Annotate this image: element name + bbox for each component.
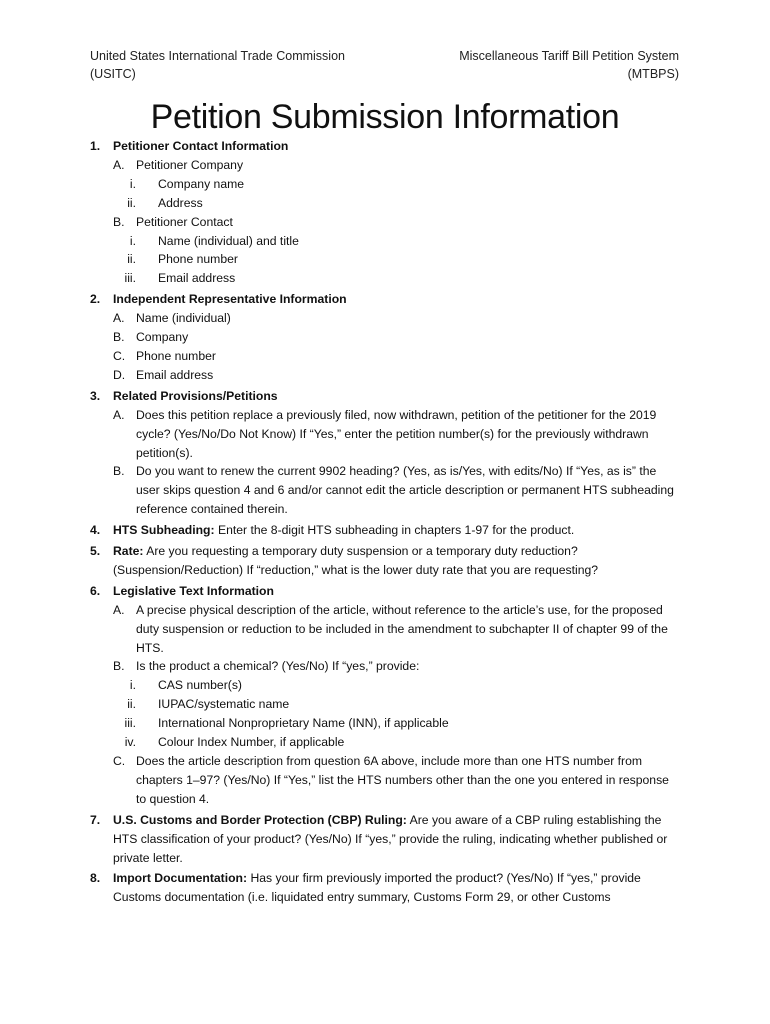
- sub-item: [90, 657, 680, 676]
- item-heading: Petitioner Contact Information: [113, 139, 289, 153]
- sub-item: [90, 328, 680, 347]
- list-marker: A.: [113, 157, 125, 172]
- item-text: Colour Index Number, if applicable: [158, 735, 345, 750]
- item-heading: Rate:: [113, 544, 144, 559]
- list-marker: B.: [113, 214, 125, 229]
- sub-sub-item: [90, 250, 680, 269]
- item-text: A precise physical description of the article, without reference to the article’s use, for the proposed duty suspension or reduction to be included in the amendment to subchapter II of chapter 99 of the HTS.: [136, 602, 668, 655]
- item-text: Phone number: [158, 252, 238, 267]
- item-text: International Nonproprietary Name (INN), if applicable: [158, 716, 449, 731]
- item-heading: Import Documentation:: [113, 871, 248, 886]
- item-text: Does this petition replace a previously filed, now withdrawn, petition of the petitioner for the 2019 cycle? (Yes/No/Do Not Know) If “Yes,” enter the petition number(s) for the previously withdrawn petition(s).: [136, 407, 657, 460]
- header-system-name: Miscellaneous Tariff Bill Petition System: [459, 49, 679, 63]
- list-marker: iii.: [124, 271, 136, 286]
- header-agency: [90, 47, 345, 83]
- list-marker: A.: [113, 407, 125, 422]
- list-marker: ii.: [127, 252, 136, 267]
- list-marker: C.: [113, 754, 126, 768]
- list-marker: iv.: [124, 735, 136, 750]
- list-marker: 7.: [90, 812, 101, 827]
- list-marker: 5.: [90, 544, 101, 559]
- item-heading: Legislative Text Information: [113, 583, 274, 598]
- item-text: Email address: [136, 367, 214, 382]
- sub-item: [90, 347, 680, 366]
- item-heading: U.S. Customs and Border Protection (CBP) Ruling:: [113, 812, 407, 827]
- item-text: Phone number: [136, 348, 216, 363]
- sub-sub-item: [90, 676, 680, 695]
- sub-item: [90, 462, 680, 519]
- item-text: Enter the 8-digit HTS subheading in chapters 1-97 for the product.: [214, 523, 575, 538]
- sub-sub-item: [90, 733, 680, 752]
- list-marker: C.: [113, 348, 126, 363]
- sub-item: [90, 406, 680, 463]
- header-agency-abbrev: (USITC): [90, 67, 136, 81]
- item-text: Are you aware of a CBP ruling establishing the HTS classification of your product? (Yes/No) If “yes,” provide the ruling, indicating whether published or private letter.: [113, 812, 668, 865]
- section-item: [90, 869, 680, 907]
- sub-sub-item: [90, 194, 680, 213]
- list-marker: B.: [113, 659, 125, 674]
- list-marker: B.: [113, 464, 125, 479]
- sub-item: [90, 601, 680, 658]
- list-marker: 2.: [90, 292, 101, 307]
- header-agency-name: United States International Trade Commission: [90, 49, 345, 63]
- item-text: Are you requesting a temporary duty suspension or a temporary duty reduction? (Suspension/Reduction) If “reduction,” what is the lower duty rate that you are requesting?: [113, 544, 599, 577]
- header-system-abbrev: (MTBPS): [627, 67, 679, 81]
- item-text: Email address: [158, 271, 236, 286]
- item-heading: HTS Subheading:: [113, 523, 215, 538]
- item-text: Name (individual) and title: [158, 233, 299, 248]
- sub-item: [90, 752, 680, 809]
- sub-sub-item: [90, 269, 680, 288]
- item-text: Company name: [158, 176, 245, 191]
- section-item: [90, 811, 680, 868]
- item-text: Petitioner Contact: [136, 214, 233, 229]
- item-text: IUPAC/systematic name: [158, 697, 290, 712]
- item-heading: Related Provisions/Petitions: [113, 388, 278, 403]
- item-text: Is the product a chemical? (Yes/No) If “yes,” provide:: [136, 659, 420, 674]
- item-text: Do you want to renew the current 9902 heading? (Yes, as is/Yes, with edits/No) If “Yes, as is” the user skips question 4 and 6 and/or cannot edit the article description or permanent HTS subheading reference contained therein.: [136, 464, 674, 517]
- section-item: [90, 137, 680, 156]
- item-heading: Independent Representative Information: [113, 292, 347, 307]
- section-item: [90, 542, 680, 580]
- section-item: [90, 290, 680, 309]
- list-marker: 6.: [90, 583, 101, 598]
- section-item: [90, 521, 680, 540]
- sub-sub-item: [90, 714, 680, 733]
- sub-item: [90, 309, 680, 328]
- list-marker: iii.: [124, 716, 136, 731]
- header-system: [459, 47, 679, 83]
- item-text: CAS number(s): [158, 678, 242, 693]
- item-text: Has your firm previously imported the product? (Yes/No) If “yes,” provide Customs documentation (i.e. liquidated entry summary, Customs Form 29, or other Customs: [113, 871, 641, 905]
- sub-item: [90, 213, 680, 232]
- sub-sub-item: [90, 695, 680, 714]
- sub-sub-item: [90, 175, 680, 194]
- section-item: [90, 387, 680, 406]
- section-item: [90, 582, 680, 601]
- item-text: Address: [158, 195, 203, 210]
- list-marker: 8.: [90, 871, 101, 886]
- item-text: Name (individual): [136, 311, 231, 326]
- item-text: Petitioner Company: [136, 157, 244, 172]
- list-marker: 4.: [90, 523, 101, 538]
- item-text: Company: [136, 330, 189, 345]
- item-text: Does the article description from question 6A above, include more than one HTS number from chapters 1–97? (Yes/No) If “Yes,” list the HTS numbers other than the one you entered in response to question 4.: [136, 754, 669, 806]
- sub-item: [90, 156, 680, 175]
- page-title: Petition Submission Information: [150, 98, 620, 136]
- list-marker: i.: [129, 233, 136, 248]
- list-marker: i.: [129, 176, 136, 191]
- list-marker: i.: [129, 678, 136, 693]
- sub-sub-item: [90, 232, 680, 251]
- list-marker: B.: [113, 330, 125, 345]
- list-marker: ii.: [127, 697, 136, 712]
- list-marker: D.: [113, 367, 126, 382]
- list-marker: A.: [113, 311, 125, 326]
- outline-body: [90, 137, 680, 907]
- sub-item: [90, 366, 680, 385]
- list-marker: 1.: [90, 139, 101, 153]
- list-marker: 3.: [90, 388, 101, 403]
- list-marker: A.: [113, 602, 125, 617]
- list-marker: ii.: [127, 195, 136, 210]
